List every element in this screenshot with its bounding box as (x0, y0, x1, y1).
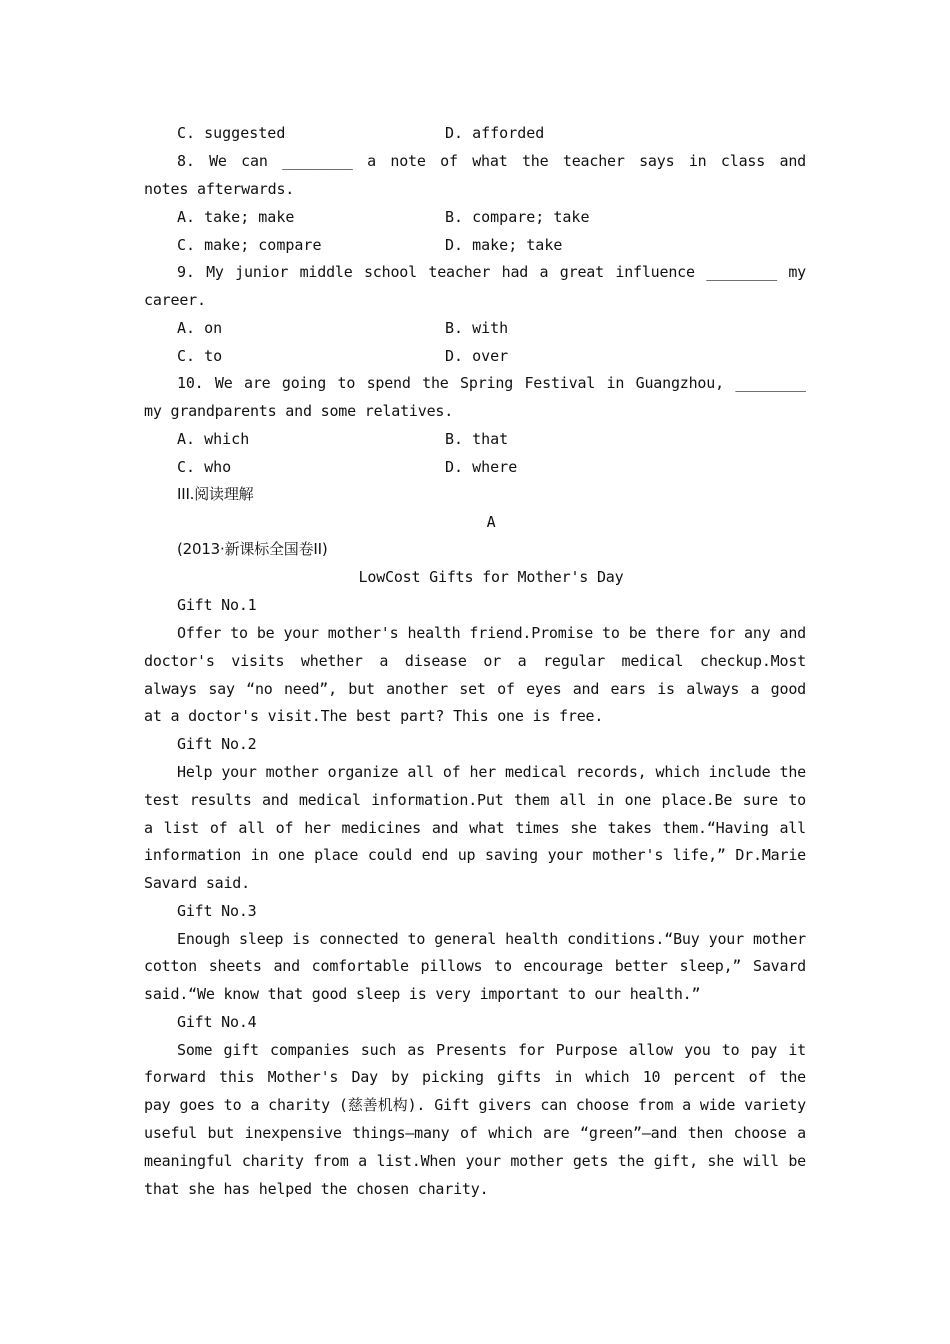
question-8-line-1: 8. We can ________ a note of what the teacher says in class and (177, 152, 806, 170)
gift-1-line: doctor's visits whether a disease or a regular medical checkup.Most (144, 652, 806, 670)
gift-1-line: always say “no need”, but another set of eyes and ears is always a good (144, 680, 806, 698)
gift-2-title: Gift No.2 (177, 735, 257, 753)
gift-1-title: Gift No.1 (177, 596, 257, 614)
passage-title: LowCost Gifts for Mother's Day (358, 568, 624, 586)
question-10-option-b: B. that (445, 430, 509, 448)
question-9-line-2: career. (144, 291, 206, 309)
gift-4-line: Some gift companies such as Presents for Purpose allow you to pay it (177, 1041, 806, 1059)
option-d: D. afforded (445, 124, 545, 142)
gift-3-line: Enough sleep is connected to general health conditions.“Buy your mother (177, 930, 806, 948)
gift-2-line: test results and medical information.Put them all in one place.Be sure to (144, 791, 806, 809)
passage-source: (2013·新课标全国卷II) (177, 540, 328, 558)
gift-2-line: Savard said. (144, 874, 250, 892)
gift-2-line: information in one place could end up saving your mother's life,” Dr.Marie (144, 846, 806, 864)
question-9-option-c: C. to (177, 347, 223, 365)
question-10-option-c: C. who (177, 458, 232, 476)
gift-3-line: said.“We know that good sleep is very important to our health.” (144, 985, 701, 1003)
question-10-option-d: D. where (445, 458, 518, 476)
gift-3-line: cotton sheets and comfortable pillows to encourage better sleep,” Savard (144, 957, 806, 975)
question-9-option-a: A. on (177, 319, 223, 337)
gift-3-title: Gift No.3 (177, 902, 257, 920)
question-9-option-b: B. with (445, 319, 509, 337)
question-9-option-d: D. over (445, 347, 509, 365)
gift-2-line: a list of all of her medicines and what times she takes them.“Having all (144, 819, 806, 837)
gift-1-line: Offer to be your mother's health friend.Promise to be there for any and (177, 624, 806, 642)
gift-4-line: that she has helped the chosen charity. (144, 1180, 489, 1198)
gift-4-line: useful but inexpensive things—many of which are “green”—and then choose a (144, 1124, 806, 1142)
question-9-line-1: 9. My junior middle school teacher had a great influence ________ my (177, 263, 806, 281)
gift-2-line: Help your mother organize all of her medical records, which include the (177, 763, 806, 781)
gift-1-line: at a doctor's visit.The best part? This one is free. (144, 707, 604, 725)
gift-4-line: pay goes to a charity (慈善机构). Gift givers can choose from a wide variety (144, 1096, 806, 1114)
question-10-line-2: my grandparents and some relatives. (144, 402, 454, 420)
question-10-option-a: A. which (177, 430, 250, 448)
question-8-option-b: B. compare; take (445, 208, 590, 226)
question-8-line-2: notes afterwards. (144, 180, 295, 198)
gift-4-line: meaningful charity from a list.When your mother gets the gift, she will be (144, 1152, 806, 1170)
gift-4-line: forward this Mother's Day by picking gifts in which 10 percent of the (144, 1068, 806, 1086)
option-c: C. suggested (177, 124, 286, 142)
passage-letter: A (486, 513, 496, 531)
question-8-option-a: A. take; make (177, 208, 295, 226)
question-8-option-d: D. make; take (445, 236, 563, 254)
gift-4-title: Gift No.4 (177, 1013, 257, 1031)
question-10-line-1: 10. We are going to spend the Spring Festival in Guangzhou, ________ (177, 374, 806, 392)
section-heading: III.阅读理解 (177, 485, 254, 503)
question-8-option-c: C. make; compare (177, 236, 322, 254)
